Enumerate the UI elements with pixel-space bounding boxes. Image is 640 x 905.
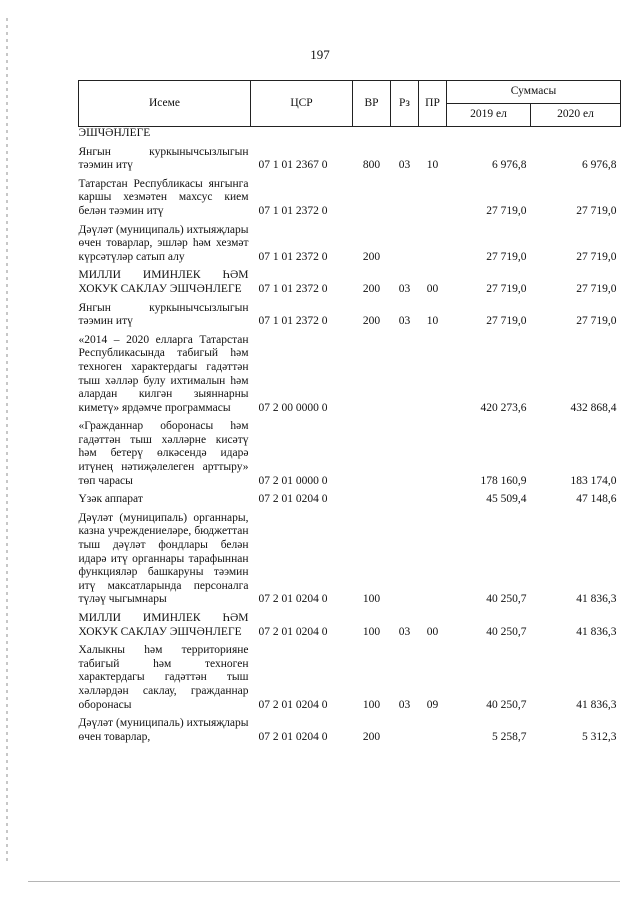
row-rz: 03 bbox=[398, 625, 411, 638]
row-name: Халыкны һәм территорияне табигый һәм техноген характердагы гадәттән тыш хәлләрдән саклау, гражданнар оборонасы bbox=[78, 644, 249, 711]
table-row bbox=[79, 146, 621, 178]
header-row-1 bbox=[79, 81, 621, 104]
row-pr: 00 bbox=[426, 282, 439, 295]
row-vr: 200 bbox=[362, 315, 381, 328]
row-sum-2020: 41 836,3 bbox=[576, 625, 617, 638]
row-pr bbox=[419, 127, 447, 146]
row-pr: 10 bbox=[426, 315, 439, 328]
row-sum-2019 bbox=[447, 127, 531, 146]
row-pr bbox=[419, 717, 447, 749]
row-rz: 03 bbox=[398, 698, 411, 711]
table-row bbox=[79, 612, 621, 644]
row-sum-2019: 27 719,0 bbox=[486, 250, 527, 263]
row-sum-2020: 27 719,0 bbox=[576, 250, 617, 263]
row-csr: 07 1 01 2372 0 bbox=[258, 315, 328, 328]
row-rz bbox=[391, 334, 419, 421]
row-rz bbox=[391, 493, 419, 512]
table-row bbox=[79, 512, 621, 612]
row-pr bbox=[419, 512, 447, 612]
row-name: «2014 – 2020 елларга Татарстан Республикасында табигый һәм техноген характердагы гадәттән тыш хәлләр булу ихтималын һәм алардан килгән зыяннарны киметү» ярдәмче программасы bbox=[78, 333, 249, 414]
row-name: Татарстан Республикасы янгынга каршы хезмәтен махсус кием белән тәэмин итү bbox=[78, 177, 249, 217]
row-name: Үзәк аппарат bbox=[78, 493, 143, 506]
row-pr bbox=[419, 334, 447, 421]
row-sum-2019: 27 719,0 bbox=[486, 282, 527, 295]
row-vr: 200 bbox=[362, 730, 381, 743]
row-vr bbox=[353, 420, 391, 493]
row-sum-2019: 27 719,0 bbox=[486, 204, 527, 217]
table-row bbox=[79, 269, 621, 301]
header-vr: ВР bbox=[353, 81, 391, 127]
row-name: «Гражданнар оборонасы һәм гадәттән тыш хәлләрне кисәтү һәм бетерү өлкәсендә идарә итүнең нәтиҗәлелеген арттыру» төп чарасы bbox=[78, 420, 249, 487]
row-name: МИЛЛИ ИМИНЛЕК ҺӘМ ХОКУК САКЛАУ ЭШЧӘНЛЕГЕ bbox=[78, 612, 249, 638]
budget-table bbox=[78, 80, 621, 749]
row-sum-2019: 178 160,9 bbox=[480, 474, 527, 487]
row-rz bbox=[391, 127, 419, 146]
row-pr bbox=[419, 493, 447, 512]
table-row bbox=[79, 420, 621, 493]
row-pr: 09 bbox=[426, 698, 439, 711]
row-pr bbox=[419, 420, 447, 493]
row-sum-2020: 5 312,3 bbox=[582, 730, 617, 743]
row-sum-2020: 41 836,3 bbox=[576, 698, 617, 711]
table-row bbox=[79, 178, 621, 224]
row-vr: 800 bbox=[362, 159, 381, 172]
row-vr: 100 bbox=[362, 698, 381, 711]
row-csr: 07 1 01 2367 0 bbox=[258, 159, 328, 172]
row-sum-2020: 47 148,6 bbox=[576, 493, 617, 506]
row-pr bbox=[419, 178, 447, 224]
row-rz: 03 bbox=[398, 159, 411, 172]
header-rz: Рз bbox=[391, 81, 419, 127]
row-sum-2019: 40 250,7 bbox=[486, 593, 527, 606]
row-pr: 00 bbox=[426, 625, 439, 638]
table-row bbox=[79, 334, 621, 421]
row-csr: 07 2 01 0000 0 bbox=[258, 474, 328, 487]
row-sum-2019: 40 250,7 bbox=[486, 698, 527, 711]
row-vr bbox=[353, 493, 391, 512]
row-csr: 07 1 01 2372 0 bbox=[258, 250, 328, 263]
row-csr: 07 2 01 0204 0 bbox=[258, 698, 328, 711]
row-name: МИЛЛИ ИМИНЛЕК ҺӘМ ХОКУК САКЛАУ ЭШЧӘНЛЕГЕ bbox=[78, 269, 249, 295]
row-rz bbox=[391, 717, 419, 749]
table-row bbox=[79, 224, 621, 270]
table-row bbox=[79, 493, 621, 512]
header-name: Исеме bbox=[79, 81, 251, 127]
row-sum-2020: 432 868,4 bbox=[570, 401, 617, 414]
scan-edge-dots bbox=[6, 18, 8, 865]
row-pr bbox=[419, 224, 447, 270]
row-sum-2019: 420 273,6 bbox=[480, 401, 527, 414]
bottom-rule bbox=[28, 881, 620, 882]
table-body bbox=[79, 127, 621, 750]
row-vr bbox=[353, 127, 391, 146]
row-name: Дәүләт (муниципаль) ихтыяҗлары өчен товарлар, эшләр һәм хезмәт күрсәтүләр сатып алу bbox=[78, 223, 249, 263]
row-name: Янгын куркынычсызлыгын тәэмин итү bbox=[78, 145, 249, 172]
row-rz bbox=[391, 178, 419, 224]
row-csr: 07 1 01 2372 0 bbox=[258, 204, 328, 217]
row-sum-2020: 27 719,0 bbox=[576, 315, 617, 328]
row-sum-2020: 27 719,0 bbox=[576, 282, 617, 295]
row-sum-2019: 40 250,7 bbox=[486, 625, 527, 638]
row-name: Янгын куркынычсызлыгын тәэмин итү bbox=[78, 301, 249, 328]
row-sum-2020: 41 836,3 bbox=[576, 593, 617, 606]
row-name: ЭШЧӘНЛЕГЕ bbox=[78, 127, 151, 139]
header-2019: 2019 ел bbox=[447, 104, 531, 127]
header-2020: 2020 ел bbox=[531, 104, 621, 127]
table-row bbox=[79, 127, 621, 146]
row-csr: 07 2 01 0204 0 bbox=[258, 493, 328, 506]
row-csr: 07 2 00 0000 0 bbox=[258, 401, 328, 414]
header-pr: ПР bbox=[419, 81, 447, 127]
page-number: 197 bbox=[310, 47, 330, 62]
row-rz: 03 bbox=[398, 315, 411, 328]
row-sum-2019: 27 719,0 bbox=[486, 315, 527, 328]
row-sum-2020: 183 174,0 bbox=[570, 474, 617, 487]
row-sum-2020: 6 976,8 bbox=[582, 159, 617, 172]
row-sum-2019: 6 976,8 bbox=[492, 159, 527, 172]
row-sum-2019: 45 509,4 bbox=[486, 493, 527, 506]
row-csr: 07 2 01 0204 0 bbox=[258, 625, 328, 638]
header-csr: ЦСР bbox=[251, 81, 353, 127]
row-csr: 07 1 01 2372 0 bbox=[258, 282, 328, 295]
row-sum-2020: 27 719,0 bbox=[576, 204, 617, 217]
row-csr: 07 2 01 0204 0 bbox=[258, 593, 328, 606]
row-rz bbox=[391, 512, 419, 612]
table-row bbox=[79, 717, 621, 749]
table-row bbox=[79, 302, 621, 334]
row-rz bbox=[391, 420, 419, 493]
row-vr: 200 bbox=[362, 250, 381, 263]
row-name: Дәүләт (муниципаль) органнары, казна учреждениеләре, бюджеттан тыш дәүләт фондлары белән идарә итү органнары тарафыннан функцияләр башкаруны тәэмин итү максатларында персоналга түләү чыгымнары bbox=[78, 511, 249, 606]
row-csr: 07 2 01 0204 0 bbox=[258, 730, 328, 743]
row-vr: 200 bbox=[362, 282, 381, 295]
row-vr bbox=[353, 334, 391, 421]
row-csr bbox=[251, 127, 353, 146]
row-rz: 03 bbox=[398, 282, 411, 295]
row-vr: 100 bbox=[362, 625, 381, 638]
table-row bbox=[79, 644, 621, 717]
row-vr bbox=[353, 178, 391, 224]
row-name: Дәүләт (муниципаль) ихтыяҗлары өчен товарлар, bbox=[78, 717, 249, 743]
row-vr: 100 bbox=[362, 593, 381, 606]
row-sum-2019: 5 258,7 bbox=[492, 730, 527, 743]
row-sum-2020 bbox=[531, 127, 621, 146]
header-sums: Суммасы bbox=[447, 81, 621, 104]
row-pr: 10 bbox=[426, 159, 439, 172]
row-rz bbox=[391, 224, 419, 270]
